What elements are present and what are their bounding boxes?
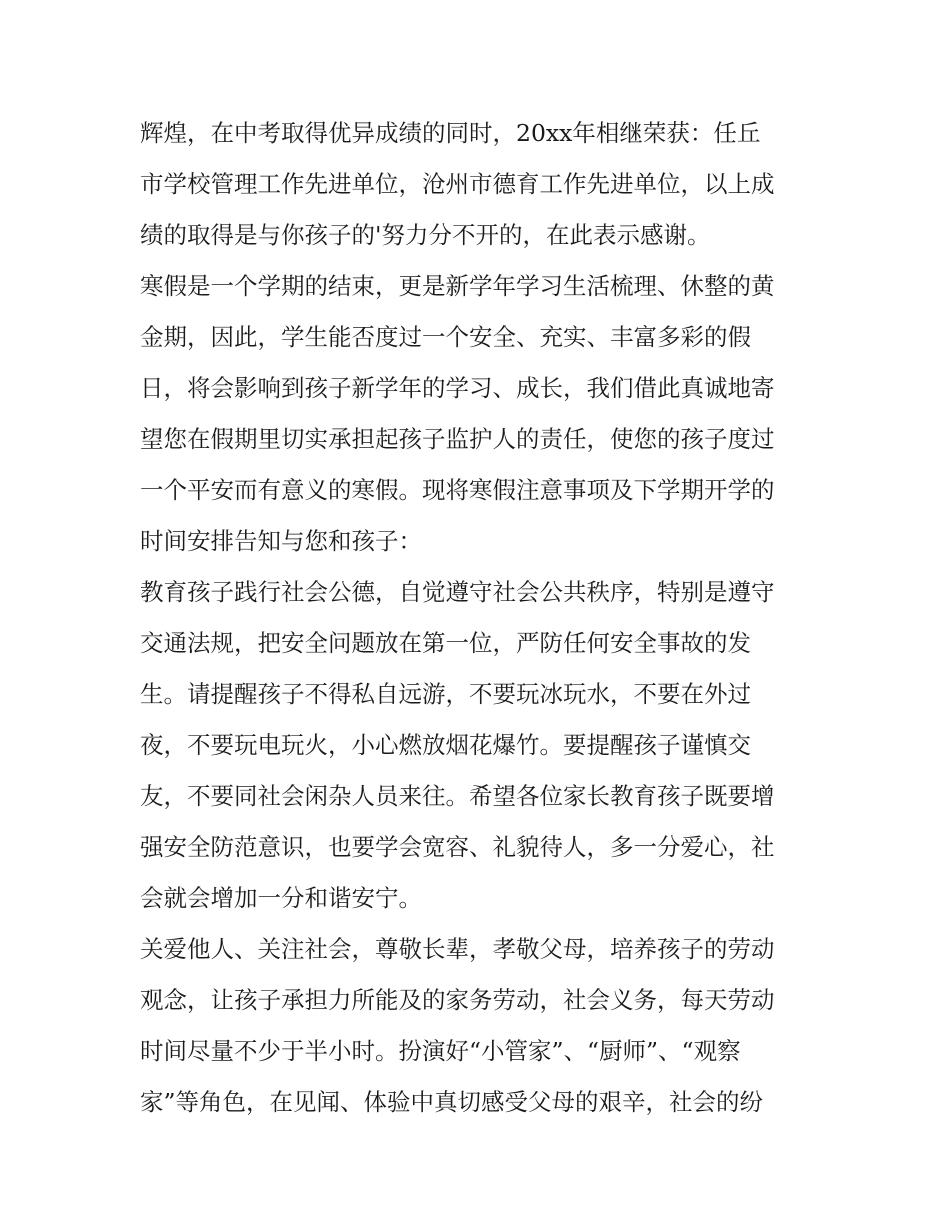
text-line: 绩的取得是与你孩子的'努力分不开的，在此表示感谢。 [140, 221, 711, 249]
text-line: 生。请提醒孩子不得私自远游，不要玩冰玩水，不要在外过 [140, 680, 751, 708]
text-line: 日，将会影响到孩子新学年的学习、成长，我们借此真诚地寄 [140, 374, 775, 402]
document-body [140, 108, 830, 1128]
text-line: 会就会增加一分和谐安宁。 [140, 884, 422, 912]
text-line: 夜，不要玩电玩火，小心燃放烟花爆竹。要提醒孩子谨慎交 [140, 731, 751, 759]
text-line: 寒假是一个学期的结束，更是新学年学习生活梳理、休整的黄 [140, 272, 775, 300]
text-line: 友，不要同社会闲杂人员来往。希望各位家长教育孩子既要增 [140, 782, 775, 810]
text-line: 辉煌，在中考取得优异成绩的同时，20xx年相继荣获：任丘 [140, 119, 761, 147]
text-line: 时间安排告知与您和孩子： [140, 527, 422, 555]
text-line: 教育孩子践行社会公德，自觉遵守社会公共秩序，特别是遵守 [140, 578, 775, 606]
text-line: 家”等角色，在见闻、体验中真切感受父母的艰辛，社会的纷 [140, 1088, 764, 1116]
text-line: 时间尽量不少于半小时。扮演好“小管家”、“厨师”、“观察 [140, 1037, 741, 1065]
text-line: 金期，因此，学生能否度过一个安全、充实、丰富多彩的假 [140, 323, 751, 351]
text-line: 关爱他人、关注社会，尊敬长辈，孝敬父母，培养孩子的劳动 [140, 935, 775, 963]
text-line: 强安全防范意识，也要学会宽容、礼貌待人，多一分爱心，社 [140, 833, 775, 861]
text-line: 观念，让孩子承担力所能及的家务劳动，社会义务，每天劳动 [140, 986, 775, 1014]
text-line: 望您在假期里切实承担起孩子监护人的责任，使您的孩子度过 [140, 425, 775, 453]
text-line: 交通法规，把安全问题放在第一位，严防任何安全事故的发 [140, 629, 751, 657]
text-line: 一个平安而有意义的寒假。现将寒假注意事项及下学期开学的 [140, 476, 775, 504]
text-line: 市学校管理工作先进单位，沧州市德育工作先进单位，以上成 [140, 170, 775, 198]
